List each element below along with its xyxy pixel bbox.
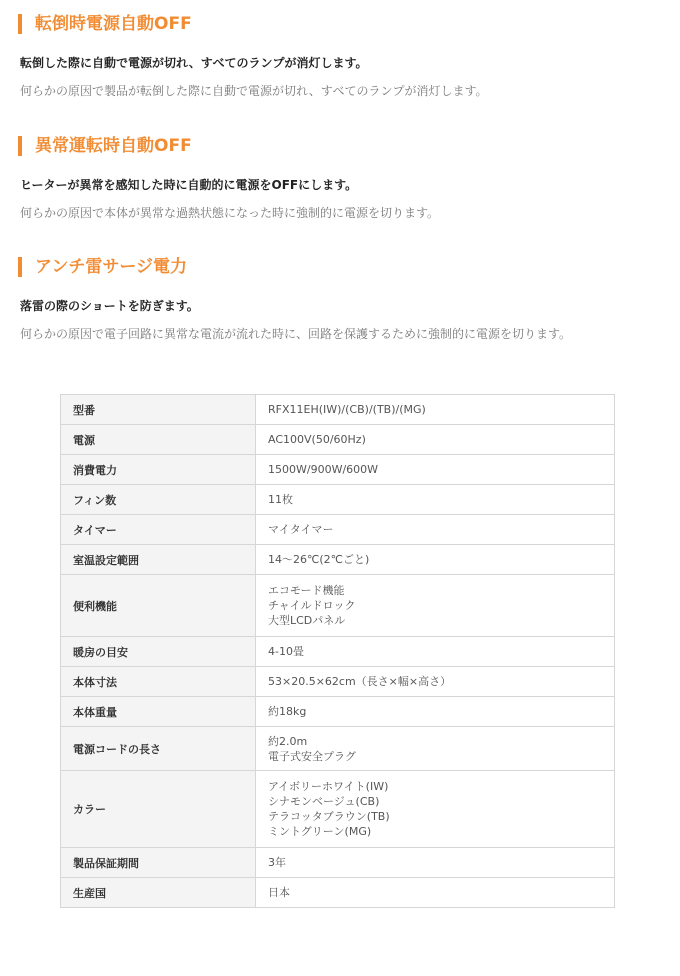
spec-label: 暖房の目安 xyxy=(61,637,256,667)
spec-value xyxy=(256,637,615,667)
spec-value xyxy=(256,545,615,575)
spec-label: カラー xyxy=(61,771,256,848)
spec-value xyxy=(256,455,615,485)
spec-value-line: 4-10畳 xyxy=(268,645,304,658)
spec-value-line: シナモンベージュ(CB) xyxy=(268,795,380,808)
spec-row xyxy=(61,455,615,485)
spec-value-line: エコモード機能 xyxy=(268,584,345,597)
feature-lead: 落雷の際のショートを防ぎます。 xyxy=(20,299,199,313)
feature-description: 何らかの原因で本体が異常な過熱状態になった時に強制的に電源を切ります。 xyxy=(20,206,440,220)
feature-heading: アンチ雷サージ電力 xyxy=(18,257,658,277)
spec-row xyxy=(61,878,615,908)
spec-value xyxy=(256,395,615,425)
spec-value-line: 1500W/900W/600W xyxy=(268,463,379,476)
spec-row xyxy=(61,727,615,771)
spec-value xyxy=(256,515,615,545)
spec-value xyxy=(256,848,615,878)
spec-value-line: AC100V(50/60Hz) xyxy=(268,433,366,446)
spec-label: 便利機能 xyxy=(61,575,256,637)
spec-value-line: 電子式安全プラグ xyxy=(268,749,356,763)
spec-value-line: RFX11EH(IW)/(CB)/(TB)/(MG) xyxy=(268,403,426,416)
feature-lead: 転倒した際に自動で電源が切れ、すべてのランプが消灯します。 xyxy=(20,56,368,70)
spec-label: 消費電力 xyxy=(61,455,256,485)
spec-row xyxy=(61,575,615,637)
spec-value-line: チャイルドロック xyxy=(268,599,356,612)
spec-value-line: アイボリーホワイト(IW) xyxy=(268,780,389,793)
spec-value-line: 大型LCDパネル xyxy=(268,614,346,627)
spec-value-line: 3年 xyxy=(268,856,286,869)
spec-value xyxy=(256,425,615,455)
spec-row xyxy=(61,425,615,455)
spec-value-line: 53×20.5×62cm（長さ×幅×高さ） xyxy=(268,675,452,688)
spec-label: 室温設定範囲 xyxy=(61,545,256,575)
spec-row xyxy=(61,545,615,575)
spec-label: 生産国 xyxy=(61,878,256,908)
feature-description: 何らかの原因で製品が転倒した際に自動で電源が切れ、すべてのランプが消灯します。 xyxy=(20,84,488,98)
spec-value-line: 約2.0m xyxy=(268,734,308,748)
spec-row xyxy=(61,637,615,667)
feature-tip-over-off xyxy=(18,14,658,98)
spec-value xyxy=(256,697,615,727)
spec-label: 電源 xyxy=(61,425,256,455)
spec-row xyxy=(61,667,615,697)
spec-value-line: 約18kg xyxy=(268,705,307,718)
spec-row xyxy=(61,395,615,425)
spec-label: フィン数 xyxy=(61,485,256,515)
spec-label: 電源コードの長さ xyxy=(61,727,256,771)
spec-value-line: 14〜26℃(2℃ごと) xyxy=(268,553,370,566)
spec-value-line: 11枚 xyxy=(268,493,293,506)
feature-description: 何らかの原因で電子回路に異常な電流が流れた時に、回路を保護するために強制的に電源を切ります。 xyxy=(20,327,572,341)
spec-value-line: テラコッタブラウン(TB) xyxy=(268,810,390,823)
spec-row xyxy=(61,848,615,878)
spec-value xyxy=(256,878,615,908)
spec-row xyxy=(61,485,615,515)
spec-label: タイマー xyxy=(61,515,256,545)
spec-row xyxy=(61,771,615,848)
feature-lead: ヒーターが異常を感知した時に自動的に電源をOFFにします。 xyxy=(20,178,358,192)
spec-value xyxy=(256,667,615,697)
feature-abnormal-operation-off xyxy=(18,136,658,220)
spec-label: 型番 xyxy=(61,395,256,425)
spec-row xyxy=(61,515,615,545)
spec-value xyxy=(256,771,615,848)
spec-table-body xyxy=(61,395,615,908)
spec-value-line: 日本 xyxy=(268,886,290,899)
feature-heading: 転倒時電源自動OFF xyxy=(18,14,658,34)
spec-value-line: マイタイマー xyxy=(268,523,334,536)
spec-label: 本体重量 xyxy=(61,697,256,727)
feature-anti-lightning-surge xyxy=(18,257,658,341)
spec-label: 製品保証期間 xyxy=(61,848,256,878)
spec-table xyxy=(60,394,615,908)
feature-heading: 異常運転時自動OFF xyxy=(18,136,658,156)
spec-value xyxy=(256,575,615,637)
spec-row xyxy=(61,697,615,727)
spec-value xyxy=(256,485,615,515)
spec-label: 本体寸法 xyxy=(61,667,256,697)
spec-value xyxy=(256,727,615,771)
spec-value-line: ミントグリーン(MG) xyxy=(268,825,372,838)
